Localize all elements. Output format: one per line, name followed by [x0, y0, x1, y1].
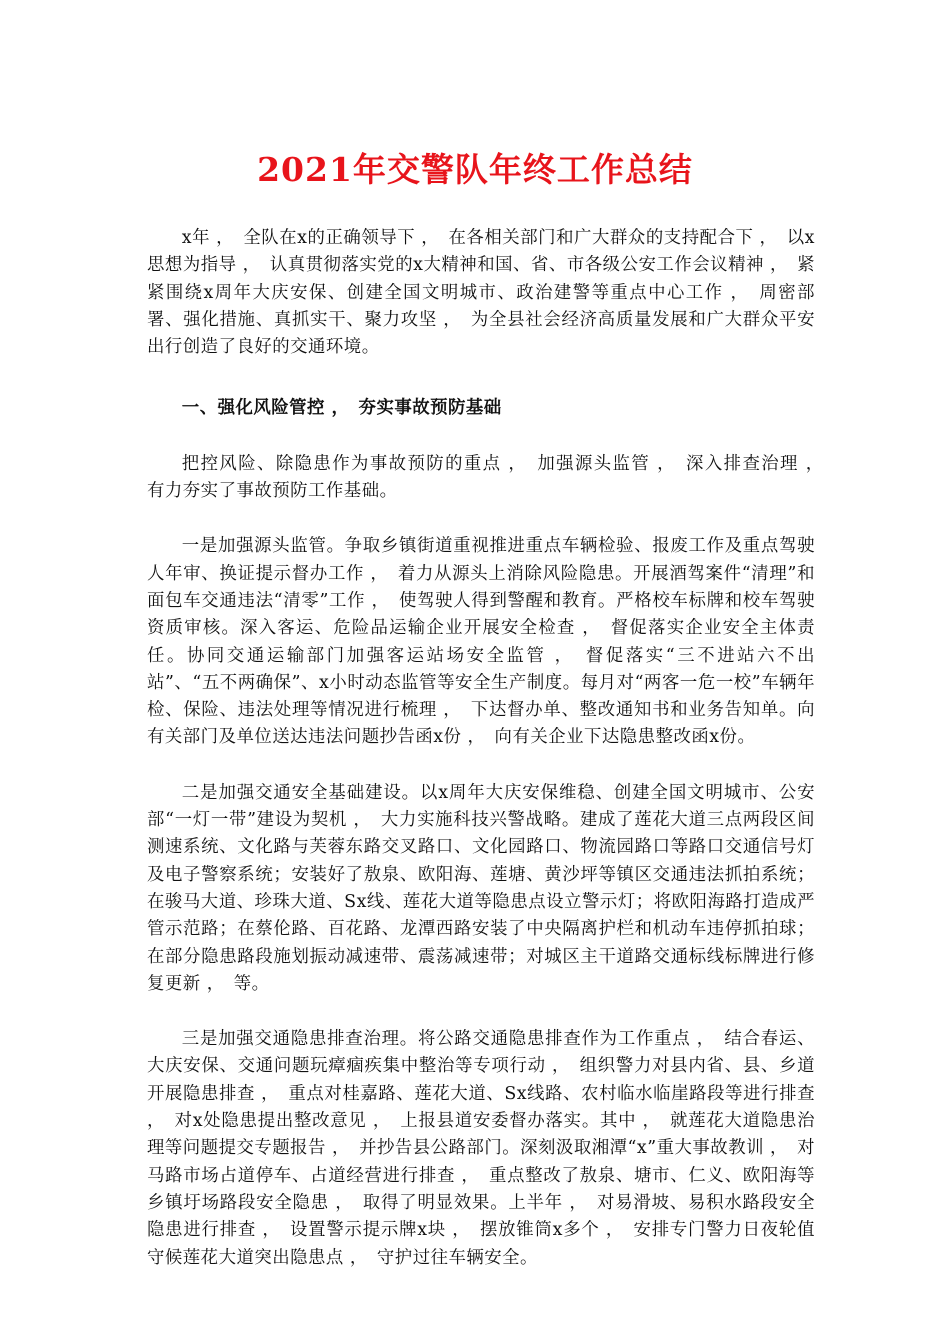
document-title: 2021年交警队年终工作总结	[257, 150, 693, 189]
section-heading: 一、强化风险管控 ， 夯实事故预防基础	[181, 398, 502, 419]
section-intro-paragraph: 把控风险、除隐患作为事故预防的重点 ， 加强源头监管 ， 深入排查治理 ， 有力夯实了事故预防工作基础。	[147, 453, 833, 502]
source-supervision-paragraph: 一是加强源头监管。争取乡镇街道重视推进重点车辆检验、报废工作及重点驾驶人年审、换证提示督办工作 ， 着力从源头上消除风险隐患。开展酒驾案件“清理”和面包车交通违法“清零”工作 ， 使驾驶人得到警醒和教育。严格校车标牌和校车驾驶资质审核。深入客运、危险品运输企业开展安全检查 ， 督促落实企业安全主体责任。协同交通运输部门加强客运站场安全监管 ， 督促落实“三不进站六不出站”、“五不两确保”、x小时动态监管等安全生产制度。每月对“两客一危一校”车辆年检、保险、违法处理等情况进行梳理 ， 下达督办单、整改通知书和业务告知单。向有关部门及单位送达违法问题抄告函x份 ， 向有关企业下达隐患整改函x份。	[147, 536, 815, 748]
hazard-inspection-paragraph: 三是加强交通隐患排查治理。将公路交通隐患排查作为工作重点 ， 结合春运、大庆安保、交通问题玩瘴痼疾集中整治等专项行动 ， 组织警力对县内省、县、乡道开展隐患排查 ， 重点对桂嘉路、莲花大道、Sx线路、农村临水临崖路段等进行排查 ， 对x处隐患提出整改意见 ， 上报县道安委督办落实。其中 ， 就莲花大道隐患治理等问题提交专题报告 ， 并抄告县公路部门。深刻汲取湘潭“x”重大事故教训 ， 对马路市场占道停车、占道经营进行排查 ， 重点整改了敖泉、塘市、仁义、欧阳海等乡镇圩场路段安全隐患 ， 取得了明显效果。上半年 ， 对易滑坡、易积水路段安全隐患进行排查 ， 设置警示提示牌x块 ， 摆放锥筒x多个 ， 安排专门警力日夜轮值守候莲花大道突出隐患点 ， 守护过往车辆安全。	[147, 1029, 815, 1268]
infrastructure-paragraph: 二是加强交通安全基础建设。以x周年大庆安保维稳、创建全国文明城市、公安部“一灯一带”建设为契机 ， 大力实施科技兴警战略。建成了莲花大道三点两段区间测速系统、文化路与芙蓉东路交叉路口、文化园路口、物流园路口等路口交通信号灯及电子警察系统；安装好了敖泉、欧阳海、莲塘、黄沙坪等镇区交通违法抓拍系统；在骏马大道、珍珠大道、Sx线、莲花大道等隐患点设立警示灯；将欧阳海路打造成严管示范路；在蔡伦路、百花路、龙潭西路安装了中央隔离护栏和机动车违停抓拍球；在部分隐患路段施划振动减速带、震荡减速带；对城区主干道路交通标线标牌进行修复更新 ， 等。	[147, 782, 815, 994]
intro-paragraph: x年 ， 全队在x的正确领导下 ， 在各相关部门和广大群众的支持配合下 ， 以x思想为指导 ， 认真贯彻落实党的x大精神和国、省、市各级公安工作会议精神 ， 紧紧围绕x周年大庆安保、创建全国文明城市、政治建警等重点中心工作 ， 周密部署、强化措施、真抓实干、聚力攻坚 ， 为全县社会经济高质量发展和广大群众平安出行创造了良好的交通环境。	[147, 228, 815, 358]
document-body	[147, 225, 833, 1272]
